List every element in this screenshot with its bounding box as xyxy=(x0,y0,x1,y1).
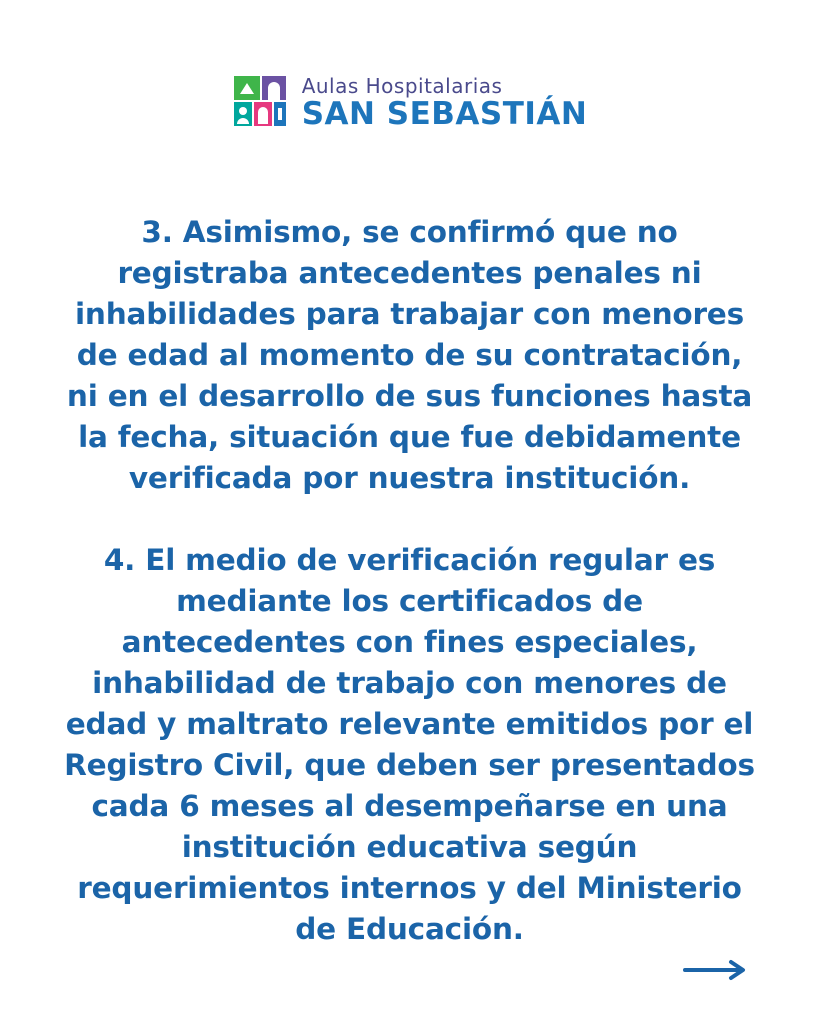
logo-inner xyxy=(232,72,588,134)
logo-line-1: Aulas Hospitalarias xyxy=(301,74,503,98)
paragraph-4: 4. El medio de verificación regular es mediante los certificados de antecedentes con fines especiales, inhabilidad de trabajo con menores de edad y maltrato relevante emitidos por el Registro Civil, que deben ser presentados cada 6 meses al desempeñarse en una institución educativa según requerimientos internos y del Ministerio de Educación. xyxy=(64,543,755,946)
aulas-hospitalarias-logo-mark-icon xyxy=(232,72,294,134)
logo-wordmark xyxy=(302,76,588,130)
logo xyxy=(0,72,819,134)
paragraph-3: 3. Asimismo, se confirmó que no registraba antecedentes penales ni inhabilidades para trabajar con menores de edad al momento de su contratación, ni en el desarrollo de sus funciones hasta la fecha, situación que fue debidamente verificada por nuestra institución. xyxy=(66,215,753,495)
statement-body xyxy=(62,212,757,950)
logo-line-2: SAN SEBASTIÁN xyxy=(301,96,588,132)
arrow-right-icon[interactable] xyxy=(683,958,753,982)
